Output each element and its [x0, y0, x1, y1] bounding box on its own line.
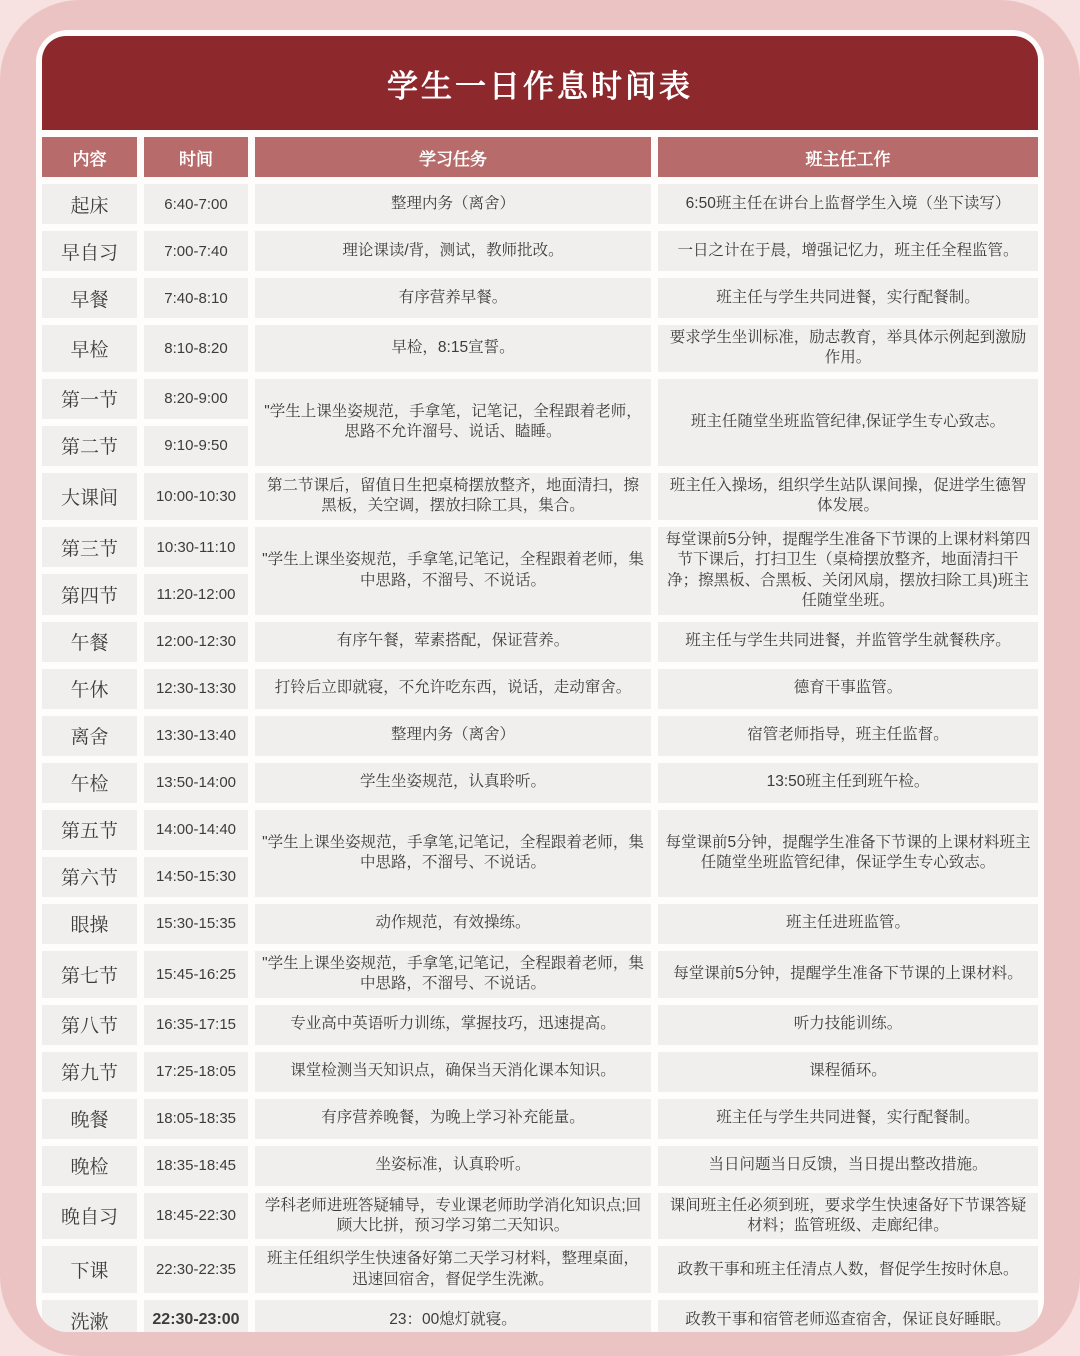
row-teacher: 政教干事和宿管老师巡查宿舍，保证良好睡眠。	[658, 1300, 1038, 1332]
row-time: 22:30-22:35	[144, 1246, 248, 1293]
row-task: 坐姿标准，认真聆听。	[255, 1146, 651, 1186]
row-label: 第七节	[42, 951, 137, 998]
row-label: 洗漱	[42, 1300, 137, 1332]
row-time: 12:00-12:30	[144, 622, 248, 662]
row-teacher: 当日问题当日反馈，当日提出整改措施。	[658, 1146, 1038, 1186]
row-label: 第六节	[42, 857, 137, 897]
row-teacher: 班主任进班监管。	[658, 904, 1038, 944]
row-task: 整理内务（离舍）	[255, 184, 651, 224]
row-label: 午餐	[42, 622, 137, 662]
row-task: 学科老师进班答疑辅导，专业课老师助学消化知识点;回顾大比拼，预习学习第二天知识。	[255, 1193, 651, 1240]
row-label: 第二节	[42, 426, 137, 466]
row-time: 22:30-23:00	[144, 1300, 248, 1332]
row-time: 7:40-8:10	[144, 278, 248, 318]
row-task: 课堂检测当天知识点，确保当天消化课本知识。	[255, 1052, 651, 1092]
row-time: 9:10-9:50	[144, 426, 248, 466]
row-time: 7:00-7:40	[144, 231, 248, 271]
row-time: 15:30-15:35	[144, 904, 248, 944]
row-teacher: 德育干事监管。	[658, 669, 1038, 709]
row-teacher: 13:50班主任到班午检。	[658, 763, 1038, 803]
row-teacher: 班主任随堂坐班监管纪律,保证学生专心致志。	[658, 379, 1038, 466]
row-time: 10:30-11:10	[144, 527, 248, 567]
row-teacher: 班主任入操场，组织学生站队课间操，促进学生德智体发展。	[658, 473, 1038, 520]
row-label: 早检	[42, 325, 137, 372]
column-header-3: 学习任务	[255, 137, 651, 177]
row-label: 第三节	[42, 527, 137, 567]
row-task: 有序营养晚餐，为晚上学习补充能量。	[255, 1099, 651, 1139]
row-time: 6:40-7:00	[144, 184, 248, 224]
schedule-card	[36, 30, 1044, 1332]
row-teacher: 要求学生坐训标准，励志教育，举具体示例起到激励作用。	[658, 325, 1038, 372]
row-teacher: 听力技能训练。	[658, 1005, 1038, 1045]
column-header-2: 时间	[144, 137, 248, 177]
row-task: 有序营养早餐。	[255, 278, 651, 318]
row-teacher: 课间班主任必须到班，要求学生快速备好下节课答疑材料；监管班级、走廊纪律。	[658, 1193, 1038, 1240]
row-time: 11:20-12:00	[144, 574, 248, 614]
row-teacher: 班主任与学生共同进餐，实行配餐制。	[658, 278, 1038, 318]
row-task: 班主任组织学生快速备好第二天学习材料，整理桌面，迅速回宿舍，督促学生洗漱。	[255, 1246, 651, 1293]
column-header-1: 内容	[42, 137, 137, 177]
row-task: 23：00熄灯就寝。	[255, 1300, 651, 1332]
row-teacher: 政教干事和班主任清点人数，督促学生按时休息。	[658, 1246, 1038, 1293]
row-teacher: 课程循环。	[658, 1052, 1038, 1092]
row-label: 午检	[42, 763, 137, 803]
row-label: 第八节	[42, 1005, 137, 1045]
row-label: 第九节	[42, 1052, 137, 1092]
row-label: 离舍	[42, 716, 137, 756]
row-time: 16:35-17:15	[144, 1005, 248, 1045]
schedule-table	[42, 137, 1038, 1332]
title-bar	[42, 36, 1038, 130]
row-label: 第一节	[42, 379, 137, 419]
row-label: 午休	[42, 669, 137, 709]
row-label: 第四节	[42, 574, 137, 614]
row-label: 第五节	[42, 810, 137, 850]
row-label: 晚自习	[42, 1193, 137, 1240]
row-label: 晚餐	[42, 1099, 137, 1139]
row-task: 专业高中英语听力训练，掌握技巧，迅速提高。	[255, 1005, 651, 1045]
row-time: 14:00-14:40	[144, 810, 248, 850]
row-time: 18:05-18:35	[144, 1099, 248, 1139]
row-teacher: 一日之计在于晨，增强记忆力，班主任全程监管。	[658, 231, 1038, 271]
row-task: 学生坐姿规范，认真聆听。	[255, 763, 651, 803]
row-label: 眼操	[42, 904, 137, 944]
row-task: 动作规范，有效操练。	[255, 904, 651, 944]
row-label: 晚检	[42, 1146, 137, 1186]
row-time: 17:25-18:05	[144, 1052, 248, 1092]
row-teacher: 6:50班主任在讲台上监督学生入境（坐下读写）	[658, 184, 1038, 224]
row-time: 18:35-18:45	[144, 1146, 248, 1186]
row-label: 起床	[42, 184, 137, 224]
row-time: 15:45-16:25	[144, 951, 248, 998]
row-task: "学生上课坐姿规范，手拿笔,记笔记，全程跟着老师，集中思路，不溜号、不说话。	[255, 951, 651, 998]
row-label: 早餐	[42, 278, 137, 318]
row-label: 大课间	[42, 473, 137, 520]
row-task: 第二节课后，留值日生把桌椅摆放整齐，地面清扫，擦黑板，关空调，摆放扫除工具，集合。	[255, 473, 651, 520]
row-task: 有序午餐，荤素搭配，保证营养。	[255, 622, 651, 662]
row-time: 8:10-8:20	[144, 325, 248, 372]
row-time: 14:50-15:30	[144, 857, 248, 897]
row-time: 10:00-10:30	[144, 473, 248, 520]
row-label: 早自习	[42, 231, 137, 271]
page-title: 学生一日作息时间表	[387, 68, 693, 104]
row-task: 理论课读/背，测试，教师批改。	[255, 231, 651, 271]
row-time: 13:50-14:00	[144, 763, 248, 803]
row-time: 12:30-13:30	[144, 669, 248, 709]
row-time: 13:30-13:40	[144, 716, 248, 756]
row-label: 下课	[42, 1246, 137, 1293]
column-header-4: 班主任工作	[658, 137, 1038, 177]
row-teacher: 班主任与学生共同进餐，并监管学生就餐秩序。	[658, 622, 1038, 662]
row-task: 整理内务（离舍）	[255, 716, 651, 756]
row-task: "学生上课坐姿规范，手拿笔，记笔记，全程跟着老师，思路不允许溜号、说话、瞌睡。	[255, 379, 651, 466]
row-task: "学生上课坐姿规范，手拿笔,记笔记，全程跟着老师，集中思路，不溜号、不说话。	[255, 810, 651, 897]
row-time: 8:20-9:00	[144, 379, 248, 419]
row-time: 18:45-22:30	[144, 1193, 248, 1240]
row-task: 早检，8:15宣誓。	[255, 325, 651, 372]
row-teacher: 宿管老师指导，班主任监督。	[658, 716, 1038, 756]
row-teacher: 班主任与学生共同进餐，实行配餐制。	[658, 1099, 1038, 1139]
row-teacher: 每堂课前5分钟，提醒学生准备下节课的上课材料第四节下课后，打扫卫生（桌椅摆放整齐，地面清扫干净；擦黑板、合黑板、关闭风扇，摆放扫除工具)班主任随堂坐班。	[658, 527, 1038, 615]
row-teacher: 每堂课前5分钟，提醒学生准备下节课的上课材料。	[658, 951, 1038, 998]
row-task: 打铃后立即就寝，不允许吃东西，说话，走动窜舍。	[255, 669, 651, 709]
row-task: "学生上课坐姿规范，手拿笔,记笔记，全程跟着老师，集中思路，不溜号、不说话。	[255, 527, 651, 615]
row-teacher: 每堂课前5分钟，提醒学生准备下节课的上课材料班主任随堂坐班监管纪律，保证学生专心致志。	[658, 810, 1038, 897]
